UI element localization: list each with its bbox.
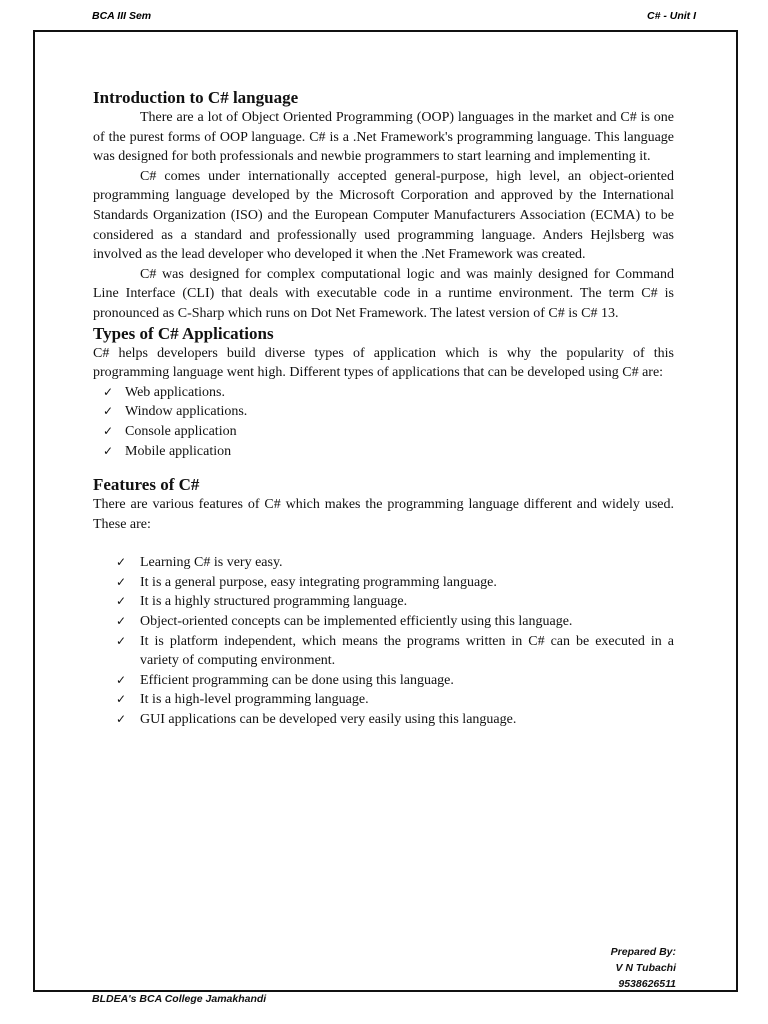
intro-heading: Introduction to C# language [93, 88, 299, 107]
check-icon: ✓ [103, 404, 114, 419]
check-icon: ✓ [116, 555, 127, 570]
list-item: ✓ Object-oriented concepts can be implemented efficiently using this language. [93, 612, 674, 632]
list-item: ✓ Efficient programming can be done using this language. [93, 671, 674, 691]
list-item: ✓ Mobile application [93, 442, 674, 462]
check-icon: ✓ [103, 423, 114, 438]
list-item: ✓ It is a general purpose, easy integrating programming language. [93, 573, 674, 593]
page-header [92, 10, 696, 24]
list-item: ✓ It is a highly structured programming language. [93, 592, 674, 612]
signature-label: Prepared By: [610, 946, 676, 958]
list-item: ✓ Learning C# is very easy. [93, 553, 674, 573]
signature-name: V N Tubachi [615, 962, 676, 974]
list-item: ✓ It is platform independent, which means the programs written in C# can be executed in a variety of computing environment. [116, 633, 674, 669]
check-icon: ✓ [103, 384, 114, 399]
types-heading: Types of C# Applications [93, 323, 274, 343]
list-item: ✓ GUI applications can be developed very easily using this language. [93, 710, 674, 730]
check-icon: ✓ [103, 443, 114, 458]
features-paragraph: There are various features of C# which makes the programming language different and widely used. These are: [93, 497, 674, 532]
features-heading: Features of C# [93, 475, 200, 495]
check-icon: ✓ [116, 594, 127, 609]
page-footer: BLDEA's BCA College Jamakhandi [92, 993, 267, 1005]
list-item: ✓ Console application [93, 422, 674, 442]
types-paragraph: C# helps developers build diverse types of application which is why the popularity of this programming language went high. Different types of applications that can be developed using C# are: [93, 345, 674, 381]
intro-paragraph-2: C# comes under internationally accepted general-purpose, high level, an object-oriented programming language developed by the Microsoft Corporation and approved by the International Standards Organization (ISO) and the European Computer Manufacturers Association (ECMA) to be considered as a standard and professionally used programming language. Anders Hejlsberg was involved as the lead developer who developed it when the .Net Framework was created. [93, 168, 674, 263]
intro-paragraph-3: C# was designed for complex computational logic and was mainly designed for Command Line Interface (CLI) that deals with executable code in a runtime environment. The term C# is pronounced as C-Sharp which runs on Dot Net Framework. The latest version of C# is C# 13. [93, 266, 674, 321]
features-list [93, 553, 674, 729]
list-item: ✓ Window applications. [93, 402, 674, 422]
signature-phone: 9538626511 [618, 978, 676, 990]
header-unit: C# - Unit I [647, 10, 696, 22]
check-icon: ✓ [116, 633, 127, 648]
header-course: BCA III Sem [92, 10, 152, 22]
types-list [93, 383, 674, 461]
list-item: ✓ Web applications. [93, 383, 674, 403]
list-item: ✓ It is a high-level programming language. [93, 690, 674, 710]
document-body [93, 88, 674, 730]
check-icon: ✓ [116, 692, 127, 707]
section-spacer [93, 461, 674, 475]
check-icon: ✓ [116, 712, 127, 727]
check-icon: ✓ [116, 672, 127, 687]
intro-paragraph-1: There are a lot of Object Oriented Programming (OOP) languages in the market and C# is one of the purest forms of OOP language. C# is a .Net Framework's programming language. This language was designed for both professionals and newbie programmers to start learning and implementing it. [93, 110, 674, 165]
check-icon: ✓ [116, 574, 127, 589]
signature-block [611, 944, 676, 992]
check-icon: ✓ [116, 614, 127, 629]
